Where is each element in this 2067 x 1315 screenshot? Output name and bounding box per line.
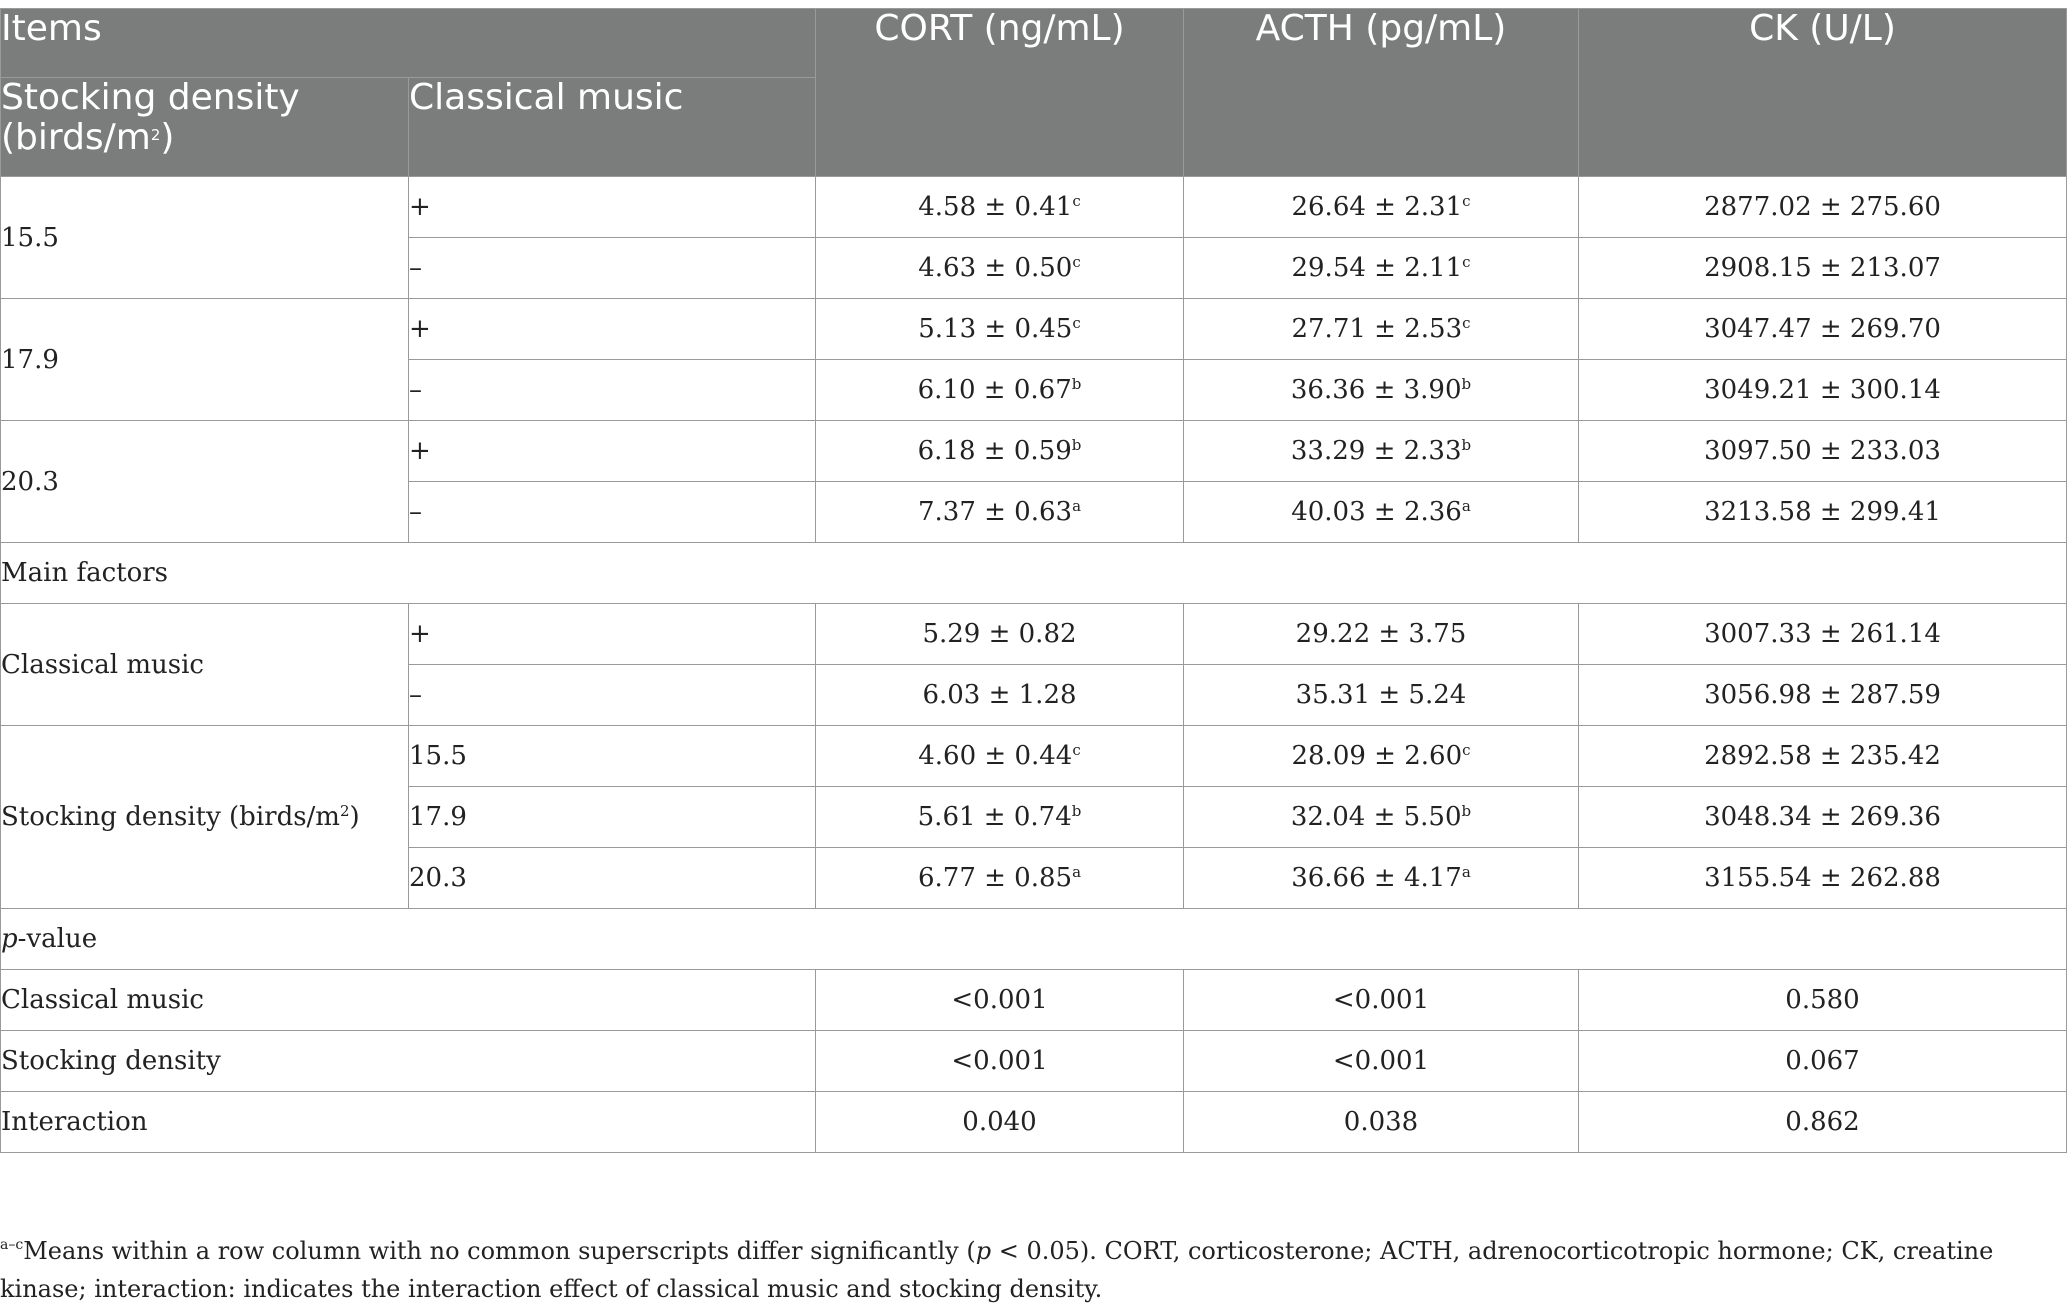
header-classical-music: Classical music: [409, 78, 816, 177]
acth-cell: <0.001: [1184, 970, 1579, 1031]
acth-cell: 26.64 ± 2.31$^c$: [1184, 177, 1579, 238]
ck-cell: 3047.47 ± 269.70: [1579, 299, 2067, 360]
music-level: +: [409, 299, 816, 360]
ck-cell: 2877.02 ± 275.60: [1579, 177, 2067, 238]
cort-cell: <0.001: [816, 970, 1184, 1031]
table-row: [1, 299, 2067, 360]
cort-cell: 4.60 ± 0.44$^c$: [816, 726, 1184, 787]
cort-cell: 4.58 ± 0.41$^c$: [816, 177, 1184, 238]
pvalue-row-label: Classical music: [1, 970, 816, 1031]
cort-cell: 5.29 ± 0.82: [816, 604, 1184, 665]
ck-cell: 2908.15 ± 213.07: [1579, 238, 2067, 299]
density-level: 15.5: [409, 726, 816, 787]
ck-cell: 3155.54 ± 262.88: [1579, 848, 2067, 909]
table-row: [1, 421, 2067, 482]
ck-cell: 3213.58 ± 299.41: [1579, 482, 2067, 543]
music-level: –: [409, 360, 816, 421]
table-row: [1, 604, 2067, 665]
music-level: +: [409, 177, 816, 238]
header-acth: ACTH (pg/mL): [1184, 9, 1579, 177]
table-row: [1, 1092, 2067, 1153]
ck-cell: 3056.98 ± 287.59: [1579, 665, 2067, 726]
factor-density-label: Stocking density $(birds/m^2)$: [1, 726, 409, 909]
header-stocking-density: Stocking density $(birds/m^2)$: [1, 78, 409, 177]
density-label: 20.3: [1, 421, 409, 543]
ck-cell: 3049.21 ± 300.14: [1579, 360, 2067, 421]
table-row: [1, 177, 2067, 238]
acth-cell: 32.04 ± 5.50$^b$: [1184, 787, 1579, 848]
pvalue-row-label: Stocking density: [1, 1031, 816, 1092]
cort-cell: 6.10 ± 0.67$^b$: [816, 360, 1184, 421]
results-table: [0, 8, 2067, 1153]
header-cort: CORT (ng/mL): [816, 9, 1184, 177]
cort-cell: 0.040: [816, 1092, 1184, 1153]
ck-cell: 3097.50 ± 233.03: [1579, 421, 2067, 482]
table-row: [1, 970, 2067, 1031]
cort-cell: 5.13 ± 0.45$^c$: [816, 299, 1184, 360]
cort-cell: <0.001: [816, 1031, 1184, 1092]
table-footnote: $^{a-c}$Means within a row column with no common superscripts differ significantly (p < 0.05). CORT, corticosterone; ACTH, adrenocorticotropic hormone; CK, creatine kinase; interaction: indicates the interaction effect of classical music and stocking density.: [0, 1237, 1994, 1303]
section-row: [1, 909, 2067, 970]
ck-cell: 0.067: [1579, 1031, 2067, 1092]
music-level: +: [409, 421, 816, 482]
music-level: +: [409, 604, 816, 665]
acth-cell: 35.31 ± 5.24: [1184, 665, 1579, 726]
acth-cell: 0.038: [1184, 1092, 1579, 1153]
ck-cell: 0.862: [1579, 1092, 2067, 1153]
cort-cell: 6.18 ± 0.59$^b$: [816, 421, 1184, 482]
acth-cell: 36.66 ± 4.17$^a$: [1184, 848, 1579, 909]
acth-cell: 29.54 ± 2.11$^c$: [1184, 238, 1579, 299]
density-level: 17.9: [409, 787, 816, 848]
acth-cell: 36.36 ± 3.90$^b$: [1184, 360, 1579, 421]
cort-cell: 6.77 ± 0.85$^a$: [816, 848, 1184, 909]
table-row: [1, 1031, 2067, 1092]
cort-cell: 5.61 ± 0.74$^b$: [816, 787, 1184, 848]
ck-cell: 2892.58 ± 235.42: [1579, 726, 2067, 787]
acth-cell: 27.71 ± 2.53$^c$: [1184, 299, 1579, 360]
header-items: Items: [1, 9, 816, 78]
ck-cell: 0.580: [1579, 970, 2067, 1031]
acth-cell: 40.03 ± 2.36$^a$: [1184, 482, 1579, 543]
acth-cell: 28.09 ± 2.60$^c$: [1184, 726, 1579, 787]
density-level: 20.3: [409, 848, 816, 909]
factor-music-label: Classical music: [1, 604, 409, 726]
section-row: [1, 543, 2067, 604]
cort-cell: 7.37 ± 0.63$^a$: [816, 482, 1184, 543]
table-row: [1, 726, 2067, 787]
header-ck: CK (U/L): [1579, 9, 2067, 177]
density-label: 15.5: [1, 177, 409, 299]
ck-cell: 3007.33 ± 261.14: [1579, 604, 2067, 665]
pvalue-label: p-value: [1, 909, 2067, 970]
pvalue-row-label: Interaction: [1, 1092, 816, 1153]
acth-cell: <0.001: [1184, 1031, 1579, 1092]
acth-cell: 33.29 ± 2.33$^b$: [1184, 421, 1579, 482]
cort-cell: 4.63 ± 0.50$^c$: [816, 238, 1184, 299]
music-level: –: [409, 665, 816, 726]
density-label: 17.9: [1, 299, 409, 421]
main-factors-label: Main factors: [1, 543, 2067, 604]
music-level: –: [409, 238, 816, 299]
acth-cell: 29.22 ± 3.75: [1184, 604, 1579, 665]
ck-cell: 3048.34 ± 269.36: [1579, 787, 2067, 848]
cort-cell: 6.03 ± 1.28: [816, 665, 1184, 726]
music-level: –: [409, 482, 816, 543]
